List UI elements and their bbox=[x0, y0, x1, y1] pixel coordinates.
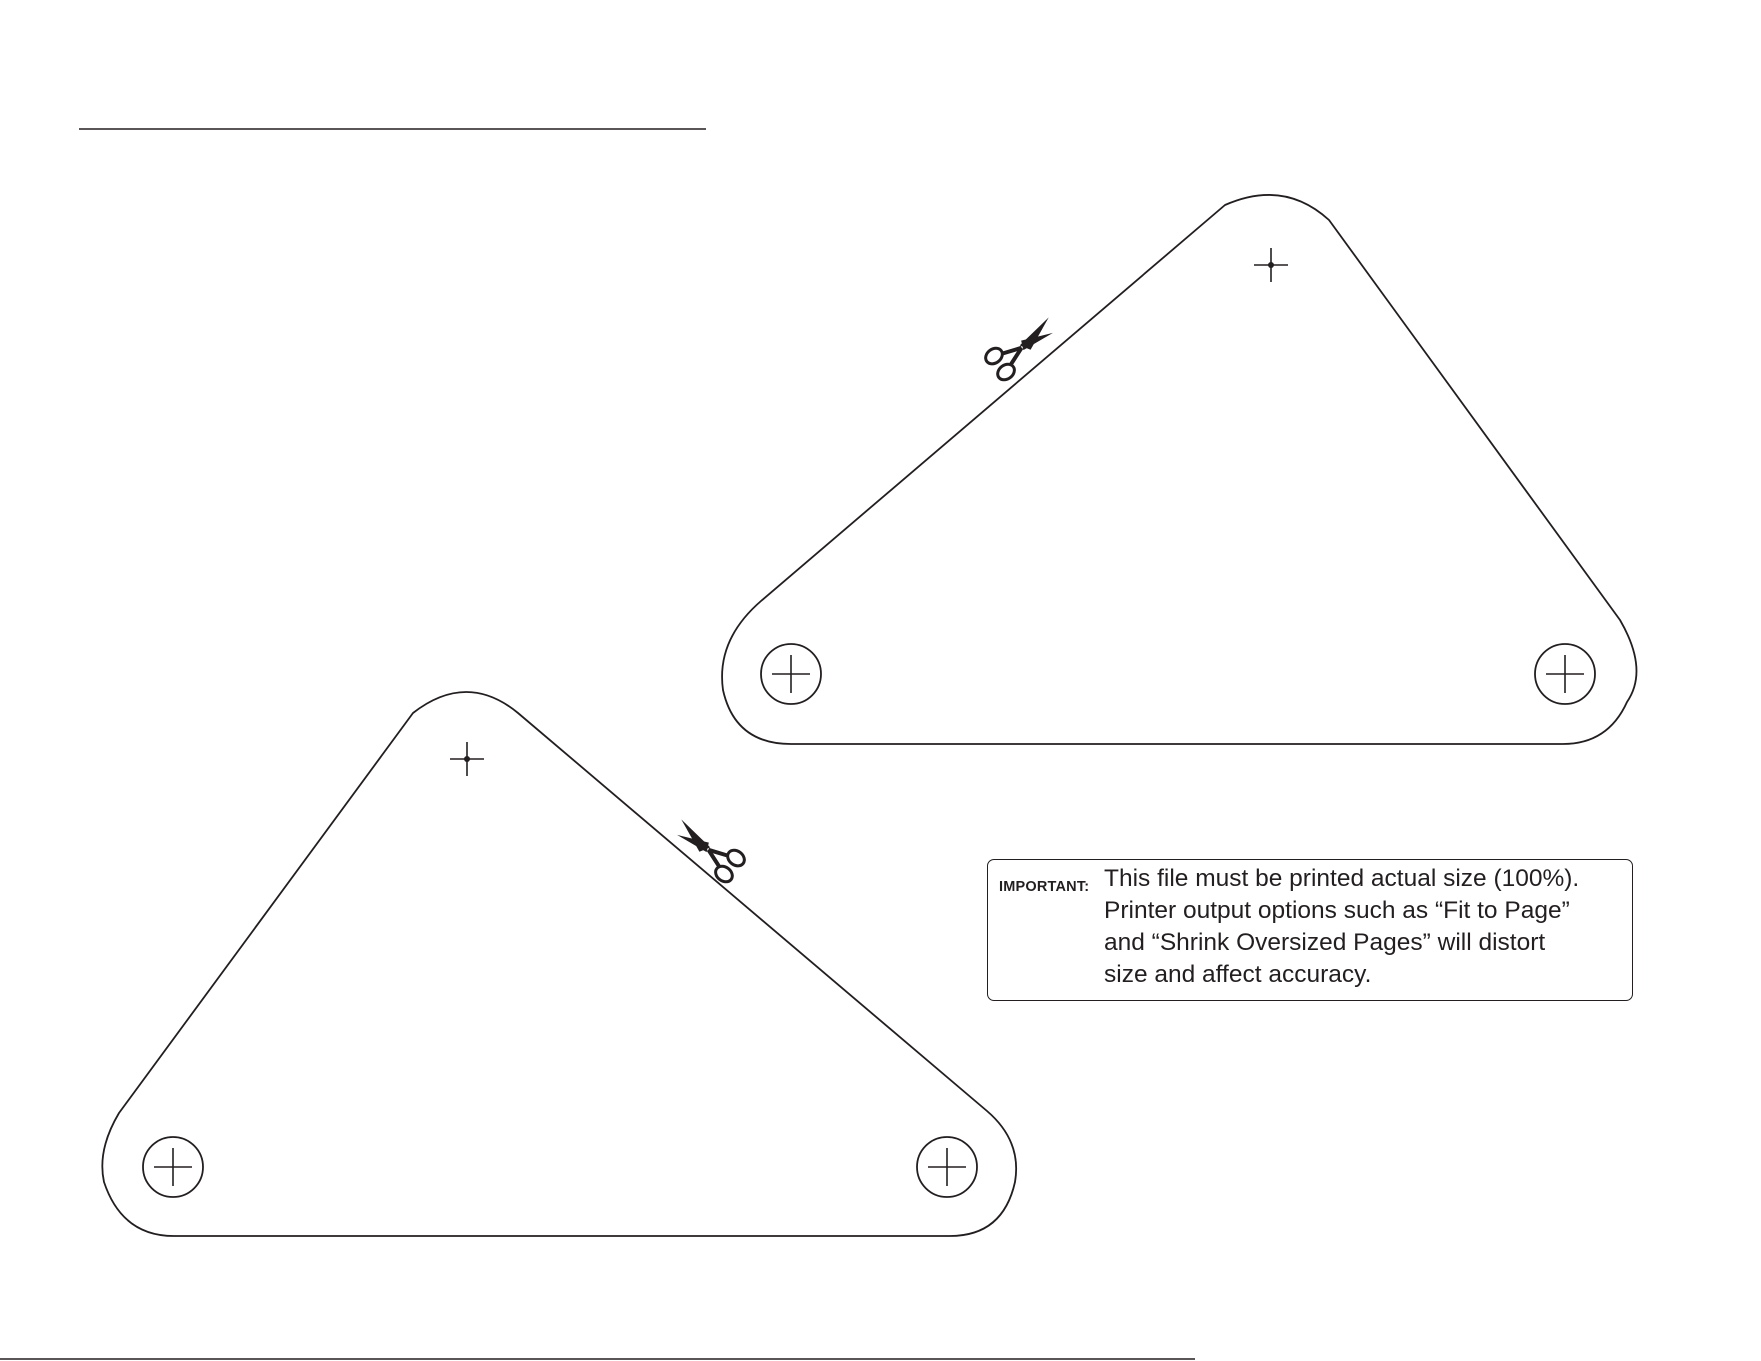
circled-plus-icon bbox=[143, 1137, 203, 1197]
scissors-icon bbox=[983, 310, 1064, 383]
notice-line: Printer output options such as “Fit to Page” bbox=[1104, 897, 1570, 924]
important-label: IMPORTANT: bbox=[999, 879, 1090, 895]
circled-plus-icon bbox=[761, 644, 821, 704]
lower-left-triangle-template bbox=[102, 692, 1016, 1236]
notice-line: size and affect accuracy. bbox=[1104, 961, 1372, 988]
upper-right-triangle-template bbox=[722, 195, 1636, 744]
notice-line: This file must be printed actual size (100%). bbox=[1104, 865, 1580, 892]
important-notice-text bbox=[1104, 863, 1579, 991]
notice-line: and “Shrink Oversized Pages” will distort bbox=[1104, 929, 1546, 956]
circled-plus-icon bbox=[917, 1137, 977, 1197]
triangle-outline bbox=[722, 195, 1636, 744]
crosshair-icon bbox=[1254, 248, 1288, 282]
crosshair-icon bbox=[450, 742, 484, 776]
circled-plus-icon bbox=[1535, 644, 1595, 704]
important-notice-box bbox=[987, 859, 1633, 1001]
triangle-outline bbox=[102, 692, 1016, 1236]
